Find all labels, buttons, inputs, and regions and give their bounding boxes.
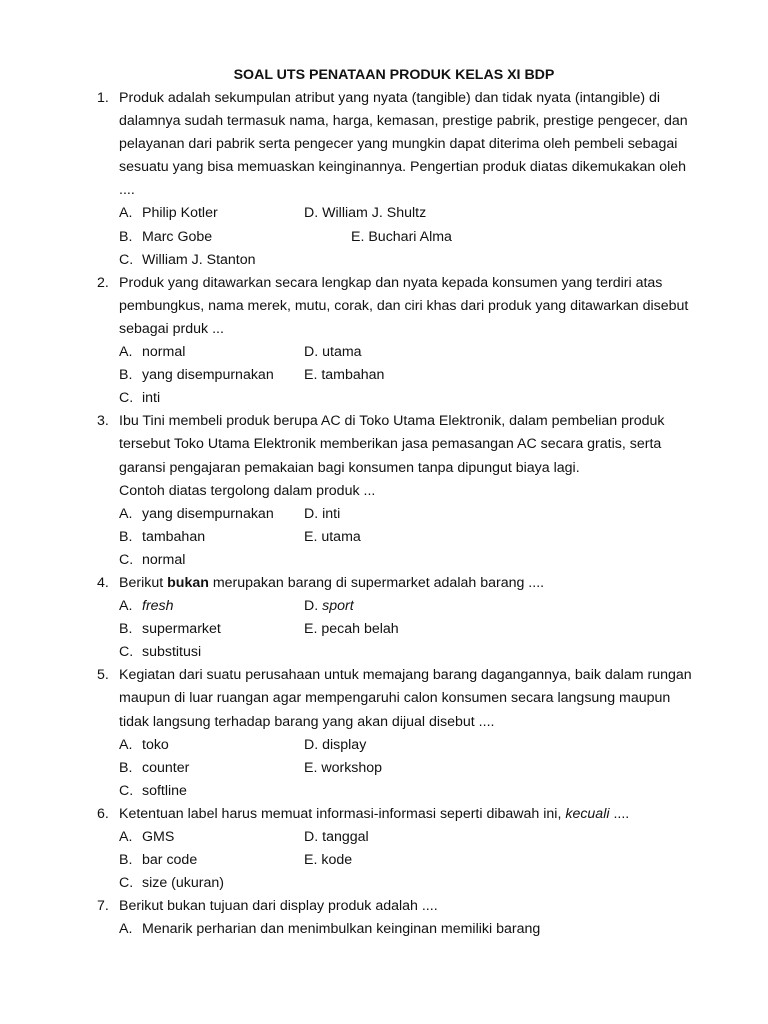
question-2 (0, 272, 768, 411)
option-c: C. inti (119, 390, 161, 407)
option-b: B. bar code (119, 852, 198, 869)
question-number: 6. (97, 805, 109, 822)
option-d: D. tanggal (304, 829, 369, 845)
option-e: E. Buchari Alma (351, 228, 452, 245)
emphasis-bold: bukan (167, 574, 209, 591)
emphasis-italic: kecuali (565, 805, 610, 822)
page-title: SOAL UTS PENATAAN PRODUK KELAS XI BDP (233, 67, 555, 83)
option-c: C. size (ukuran) (119, 875, 225, 892)
question-text: garansi pengajaran pemakaian bagi konsumen tanpa dipungut biaya lagi. (119, 459, 580, 476)
question-1 (0, 87, 768, 272)
question-text: pelayanan dari pabrik serta pengecer yang mungkin dapat diterima oleh pembeli sebagai (119, 136, 678, 153)
question-text: Produk yang ditawarkan secara lengkap dan nyata kepada konsumen yang terdiri atas (119, 274, 663, 291)
option-a: A. normal (119, 344, 186, 361)
question-text: Berikut bukan merupakan barang di supermarket adalah barang .... (119, 574, 545, 591)
question-text: Contoh diatas tergolong dalam produk ... (119, 482, 376, 499)
option-d: D. utama (304, 344, 362, 361)
question-text: sesuatu yang bisa memuaskan keinginannya. Pengertian produk diatas dikemukakan oleh (119, 159, 687, 176)
option-e: E. pecah belah (304, 621, 399, 638)
question-5 (0, 664, 768, 803)
question-text: Berikut bukan tujuan dari display produk adalah .... (119, 898, 438, 915)
option-c: C. William J. Stanton (119, 251, 256, 268)
option-a: A. Philip Kotler (119, 205, 218, 222)
question-text: tidak langsung terhadap barang yang akan dijual disebut .... (119, 713, 495, 730)
option-a: A. Menarik perharian dan menimbulkan keinginan memiliki barang (119, 921, 541, 938)
question-text: pembungkus, nama merek, mutu, corak, dan ciri khas dari produk yang ditawarkan disebut (119, 297, 689, 314)
question-3 (0, 410, 768, 572)
question-text: sebagai prduk ... (119, 320, 224, 337)
question-number: 7. (97, 898, 109, 915)
option-a: A. toko (119, 736, 169, 753)
option-b: B. supermarket (119, 621, 221, 638)
question-text: Kegiatan dari suatu perusahaan untuk memajang barang dagangannya, baik dalam rungan (119, 667, 692, 684)
question-text: maupun di luar ruangan agar mempengaruhi calon konsumen secara langsung maupun (119, 690, 671, 707)
question-number: 2. (97, 274, 109, 291)
option-c: C. normal (119, 551, 186, 568)
option-a: A. GMS (119, 829, 175, 845)
question-number: 1. (97, 90, 109, 106)
option-c: C. substitusi (119, 644, 202, 661)
option-d: D. William J. Shultz (304, 205, 427, 222)
option-d: D. sport (304, 598, 354, 615)
option-d: D. inti (304, 505, 341, 522)
question-4 (0, 572, 768, 664)
option-e: E. workshop (304, 759, 383, 776)
question-number: 4. (97, 574, 109, 591)
option-d: D. display (304, 736, 367, 753)
question-number: 5. (97, 667, 109, 684)
question-text: Ibu Tini membeli produk berupa AC di Toko Utama Elektronik, dalam pembelian produk (119, 413, 665, 430)
question-7 (0, 895, 768, 941)
option-e: E. tambahan (304, 367, 385, 384)
question-text: .... (119, 182, 135, 199)
question-text: Ketentuan label harus memuat informasi-informasi seperti dibawah ini, kecuali .... (119, 805, 630, 822)
option-b: B. tambahan (119, 528, 206, 545)
option-c: C. softline (119, 782, 187, 799)
option-a: A. yang disempurnakan (119, 505, 274, 522)
option-b: B. counter (119, 759, 190, 776)
question-number: 3. (97, 413, 109, 430)
question-text: Produk adalah sekumpulan atribut yang nyata (tangible) dan tidak nyata (intangible) di (119, 90, 661, 106)
option-b: B. Marc Gobe (119, 228, 213, 245)
question-text: dalamnya sudah termasuk nama, harga, kemasan, prestige pabrik, prestige pengecer, dan (119, 113, 688, 130)
option-a: A. fresh (119, 598, 174, 615)
option-b: B. yang disempurnakan (119, 367, 274, 384)
option-e: E. utama (304, 528, 361, 545)
question-6 (0, 803, 768, 895)
question-text: tersebut Toko Utama Elektronik memberikan jasa pemasangan AC secara gratis, serta (119, 436, 662, 453)
option-e: E. kode (304, 852, 353, 869)
